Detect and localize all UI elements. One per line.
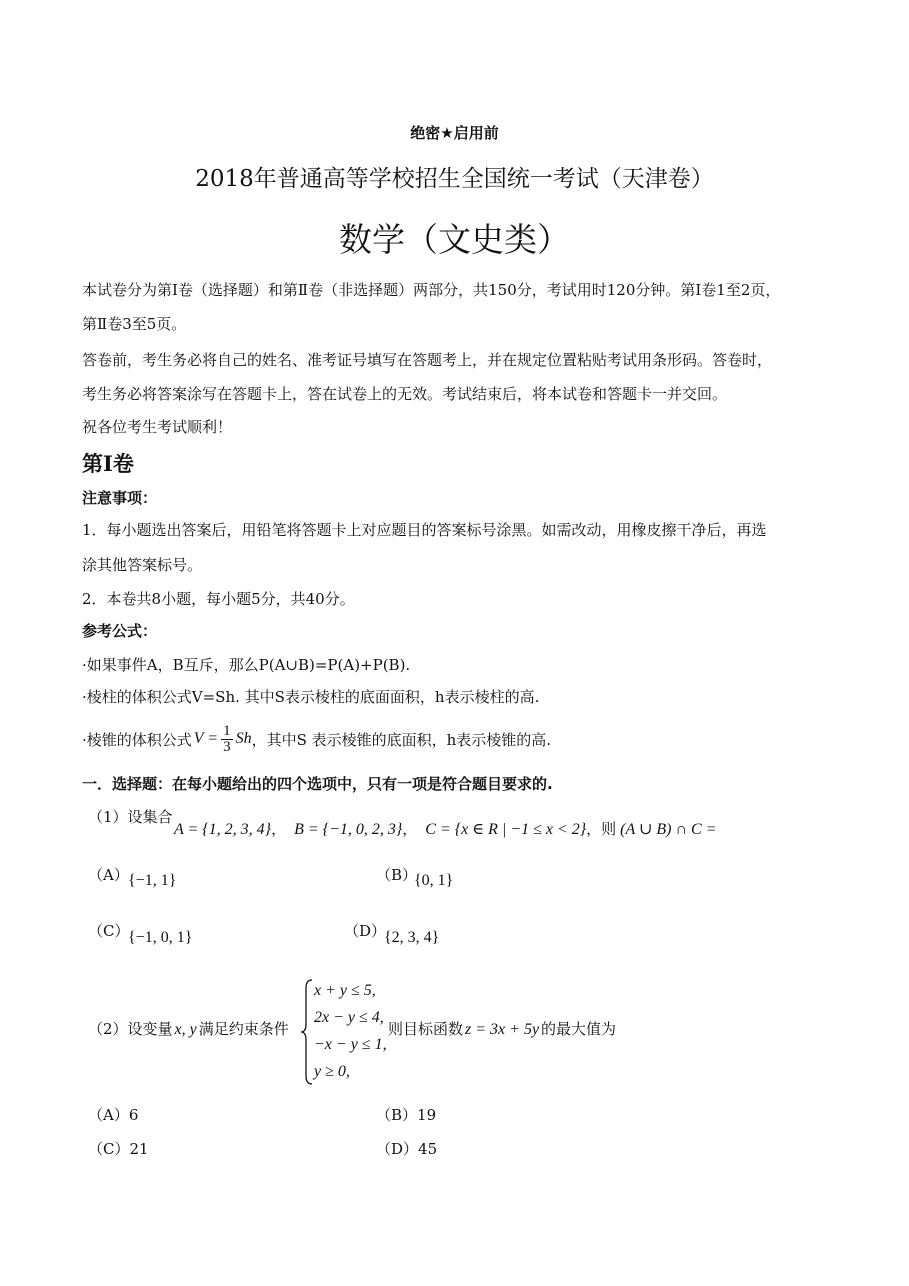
note-line: 2．本卷共8小题，每小题5分，共40分。 [82,590,355,608]
left-brace-icon [300,978,314,1086]
question-number: （2）设变量 [88,1020,173,1038]
option-a-label[interactable]: （A） [88,866,129,884]
part-heading: 一．选择题：在每小题给出的四个选项中，只有一项是符合题目要求的. [82,775,553,793]
option-b[interactable]: （B）19 [376,1106,437,1124]
option-d[interactable]: （D）45 [376,1140,438,1158]
question-text: 满足约束条件 [198,1020,289,1038]
variables: x, y [174,1021,197,1038]
objective-function: z = 3x + 5y [465,1021,540,1038]
constraint-4: y ≥ 0, [314,1063,350,1080]
option-a-value[interactable]: {−1, 1} [128,872,177,889]
formula-line: ·如果事件A，B互斥，那么P(A∪B)=P(A)+P(B). [82,656,411,674]
question-2-objective [388,1018,616,1039]
fraction [221,724,233,755]
formula-line [82,716,551,762]
note-line: 1．每小题选出答案后，用铅笔将答题卡上对应题目的答案标号涂黑。如需改动，用橡皮擦干净后，再选 [82,521,767,539]
question-text: 的最大值为 [541,1020,617,1038]
set-expression: (A ∪ B) ∩ C = [620,821,717,838]
option-a[interactable]: （A）6 [88,1106,139,1124]
exam-title: 2018年普通高等学校招生全国统一考试（天津卷） [195,166,714,192]
constraint-2: 2x − y ≤ 4, [314,1009,384,1026]
formula-symbol: Sh [235,730,252,747]
set-c: C = {x ∈ R | −1 ≤ x < 2} [425,821,587,838]
question-number: （1）设集合 [88,808,173,826]
instruction-line: 祝各位考生考试顺利！ [82,418,233,436]
option-d-label[interactable]: （D） [344,922,387,940]
constraint-1: x + y ≤ 5, [314,982,376,999]
constraint-3: −x − y ≤ 1, [314,1036,387,1053]
formula-symbol: V = [193,730,219,747]
instruction-line: 第Ⅱ卷3至5页。 [82,315,187,333]
separator: ， [271,820,287,838]
instruction-line: 答卷前，考生务必将自己的姓名、准考证号填写在答题考上，并在规定位置粘贴考试用条形码。答卷时， [82,351,773,369]
note-line: 涂其他答案标号。 [82,556,203,574]
option-c-label[interactable]: （C） [88,922,130,940]
question-1-stem [88,806,173,827]
fraction-numerator: 1 [223,722,231,739]
instruction-line: 考生务必将答案涂写在答题卡上，答在试卷上的无效。考试结束后，将本试卷和答题卡一并交回。 [82,385,728,403]
secret-label: 绝密★启用前 [410,124,499,142]
question-1-sets [174,818,717,839]
subject-title: 数学（文史类） [339,220,570,259]
separator: ，则 [586,820,617,838]
formula-line: ·棱柱的体积公式V=Sh. 其中S表示棱柱的底面面积，h表示棱柱的高. [82,688,540,706]
instruction-line: 本试卷分为第Ⅰ卷（选择题）和第Ⅱ卷（非选择题）两部分，共150分，考试用时120分钟。第Ⅰ卷1至2页， [82,281,781,299]
option-c[interactable]: （C）21 [88,1140,149,1158]
option-c-value[interactable]: {−1, 0, 1} [128,929,193,946]
question-text: 则目标函数 [388,1020,464,1038]
formula-heading: 参考公式： [82,622,158,640]
option-b-label[interactable]: （B） [376,866,418,884]
option-d-value[interactable]: {2, 3, 4} [384,929,440,946]
set-a: A = {1, 2, 3, 4} [174,821,272,838]
notes-heading: 注意事项： [82,489,158,507]
option-b-value[interactable]: {0, 1} [414,872,454,889]
set-b: B = {−1, 0, 2, 3} [294,821,403,838]
separator: ， [402,820,418,838]
formula-text: ·棱锥的体积公式 [82,730,192,749]
fraction-denominator: 3 [223,738,231,755]
question-2-stem [88,1018,289,1039]
formula-text: ，其中S 表示棱锥的底面积，h表示棱锥的高. [251,730,552,749]
section-title: 第Ⅰ卷 [82,451,134,476]
